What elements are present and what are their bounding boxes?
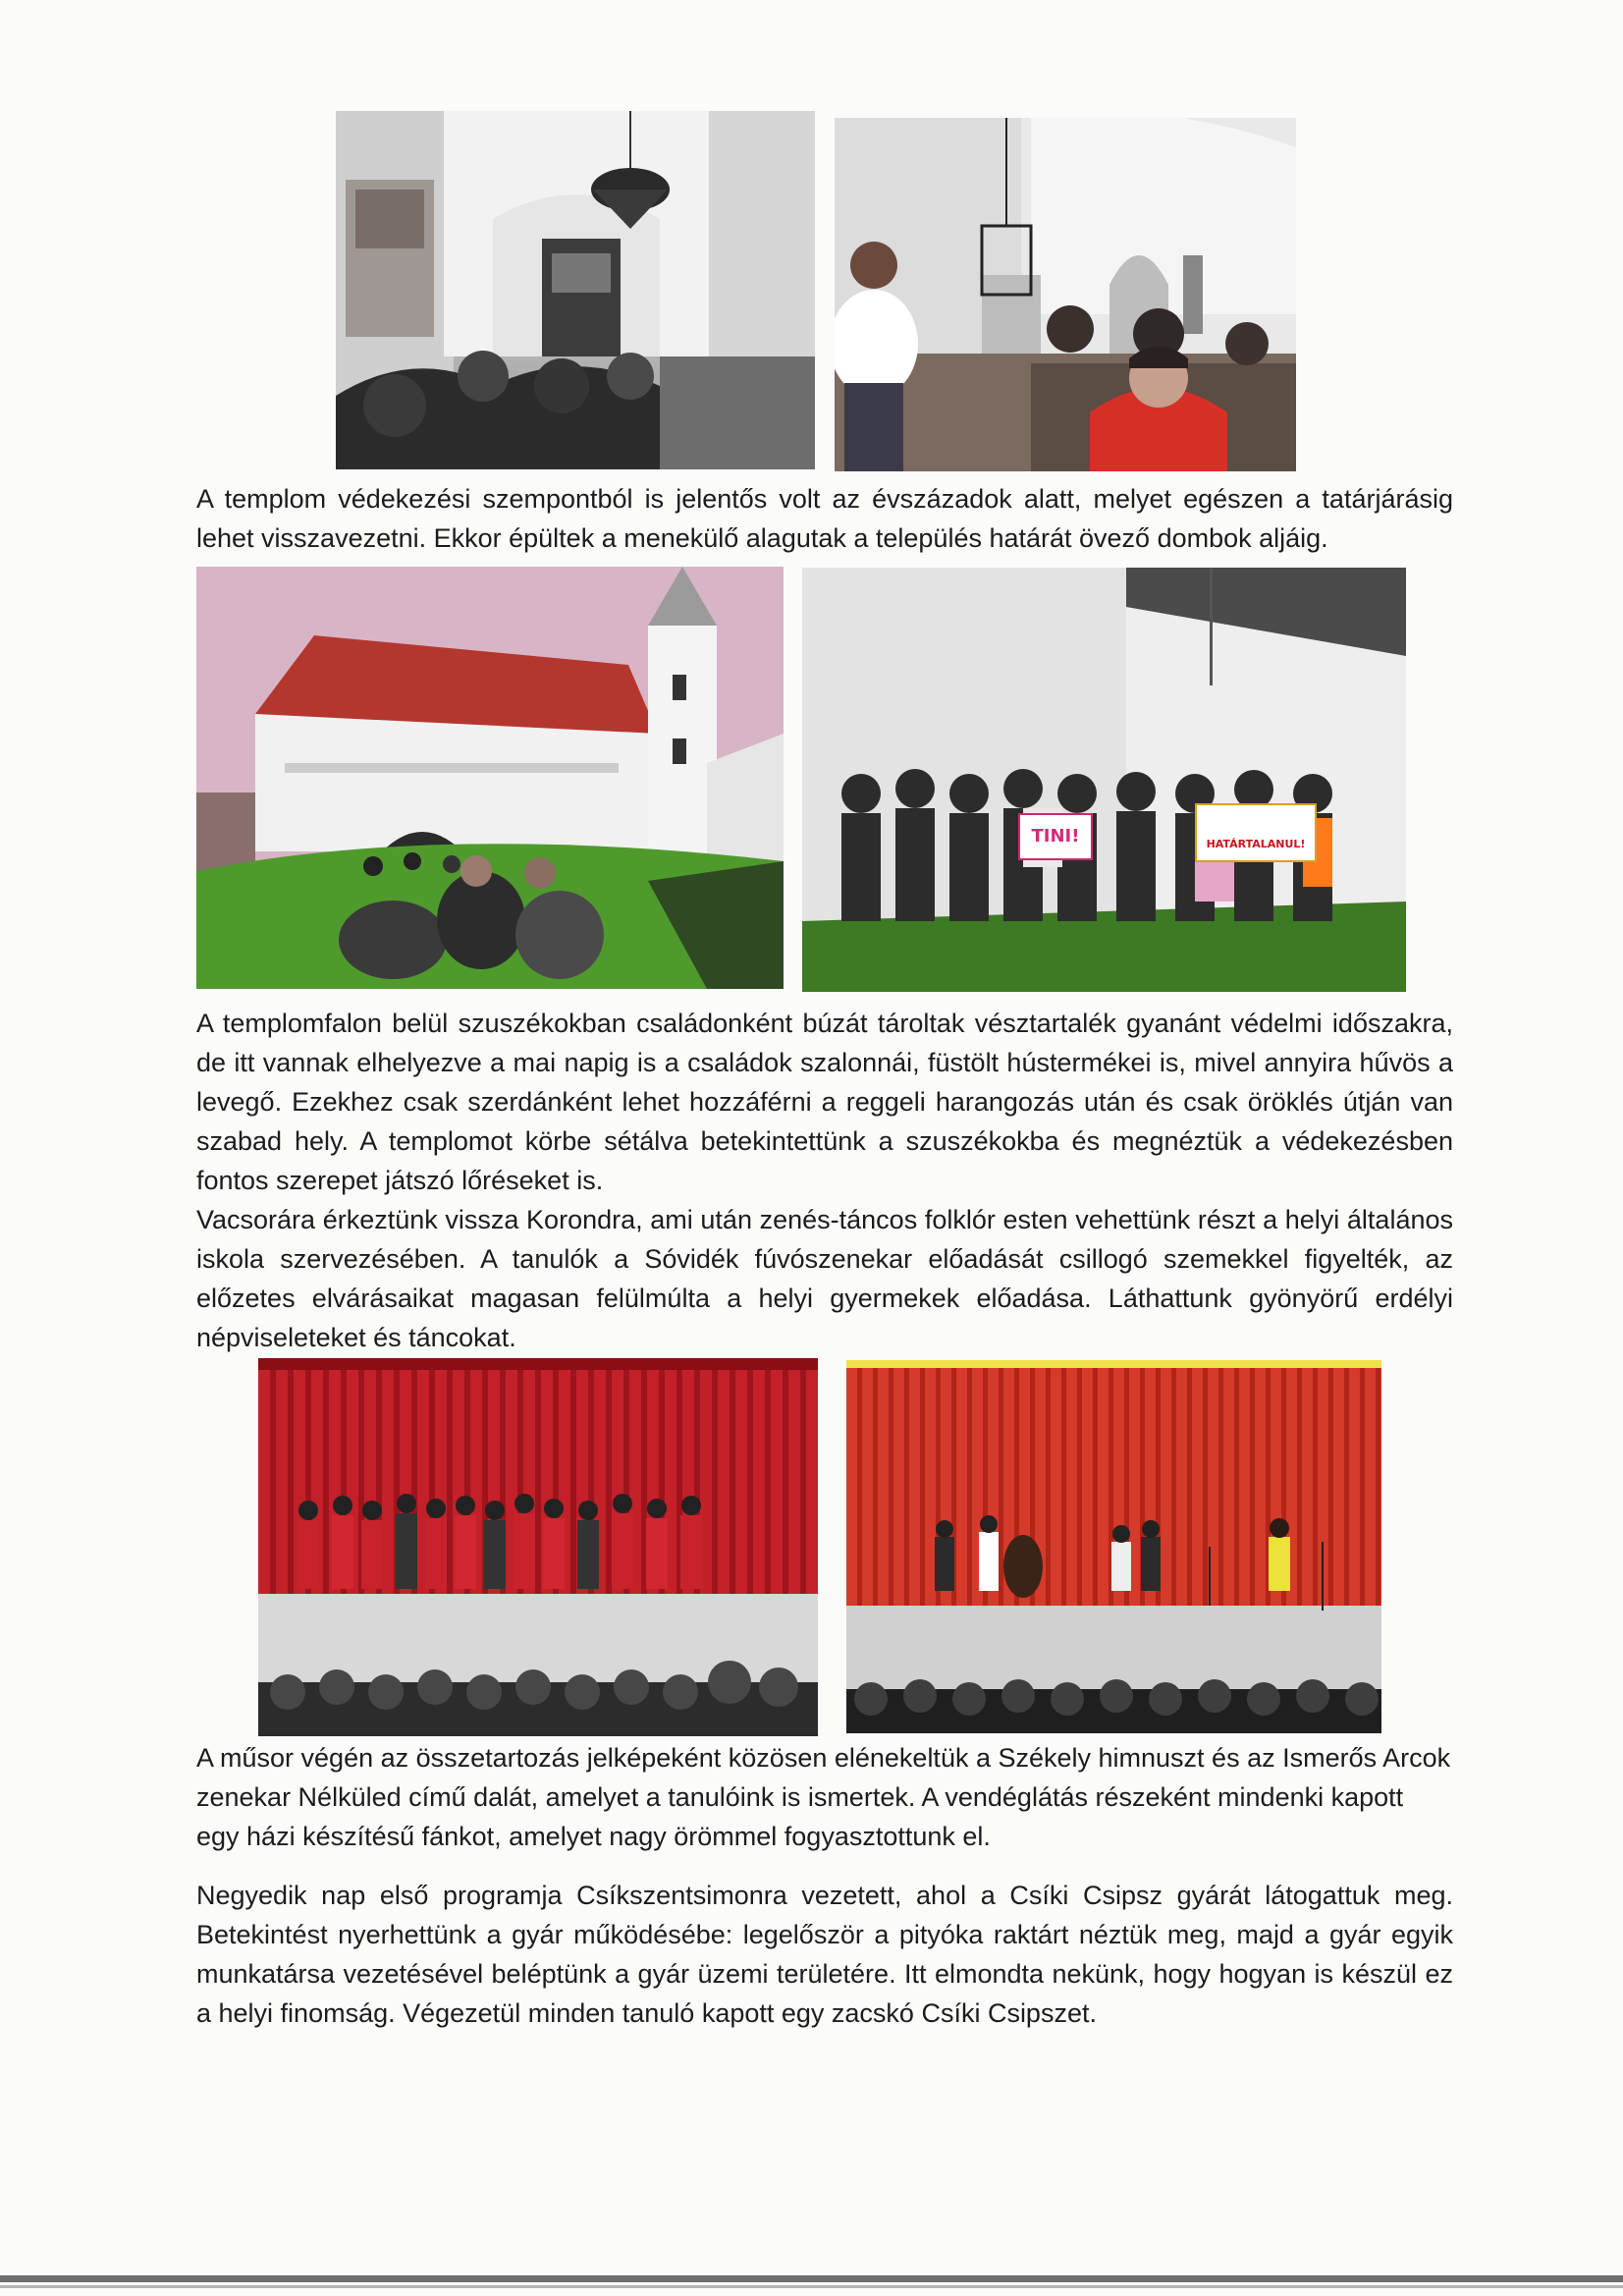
photo-fortified-church-exterior <box>196 567 784 989</box>
bottom-scan-rule <box>0 2275 1623 2282</box>
photo-church-interior-chandelier <box>336 111 815 469</box>
photo-group-with-signs <box>802 568 1406 992</box>
sign-tini: TINI! <box>1018 813 1093 860</box>
sign-hataratlanul: HATÁRTALANUL! <box>1195 803 1317 862</box>
paragraph-anthem-and-donuts: A műsor végén az összetartozás jelképeként közösen elénekeltük a Székely himnuszt és az Ismerős Arcok zenekar Nélküled című dalát, amelyet a tanulóink is ismertek. A vendéglátás részeként mindenki kapott egy házi készítésű fánkot, amelyet nagy örömmel fogyasztottunk el. <box>196 1743 1451 1851</box>
photo-folk-dance-performance <box>846 1360 1381 1733</box>
bottom-scan-rule-light <box>0 2285 1623 2288</box>
paragraph-storage-rooms: A templomfalon belül szuszékokban családonként búzát tároltak vésztartalék gyanánt védelmi időszakra, de itt vannak elhelyezve a mai napig is a családok szalonnái, füstölt hústermékei is, mivel annyira hűvös a levegő. Ezekhez csak szerdánként lehet hozzáférni a reggeli harangozás után és csak öröklés útján van szabad hely. A templomot körbe sétálva betekintettünk a szuszékokba és megnéztük a védekezésben fontos szerepet játszó lőréseket is. <box>196 1009 1453 1195</box>
photo-church-interior-guide <box>835 118 1296 471</box>
paragraph-chips-factory: Negyedik nap első programja Csíkszentsimonra vezetett, ahol a Csíki Csipsz gyárát látogattuk meg. Betekintést nyerhettünk a gyár működésébe: legelőször a pityóka raktárt néztük meg, majd a gyár egyik munkatársa vezetésével beléptünk a gyár üzemi területére. Itt elmondta nekünk, hogy hogyan is készül ez a helyi finomság. Végezetül minden tanuló kapott egy zacskó Csíki Csipszet. <box>196 1881 1453 2028</box>
photo-brass-band-performance <box>258 1358 818 1736</box>
paragraph-church-defense: A templom védekezési szempontból is jelentős volt az évszázadok alatt, melyet egészen a tatárjárásig lehet visszavezetni. Ekkor épültek a menekülő alagutak a település határát övező dombok aljáig. <box>196 484 1453 553</box>
paragraph-folklore-evening: Vacsorára érkeztünk vissza Korondra, ami után zenés-táncos folklór esten vehettünk részt a helyi általános iskola szervezésében. A tanulók a Sóvidék fúvószenekar előadását csillogó szemekkel figyelték, az előzetes elvárásaikat magasan felülmúlta a helyi gyermekek előadása. Láthattunk gyönyörű erdélyi népviseleteket és táncokat. <box>196 1205 1453 1352</box>
